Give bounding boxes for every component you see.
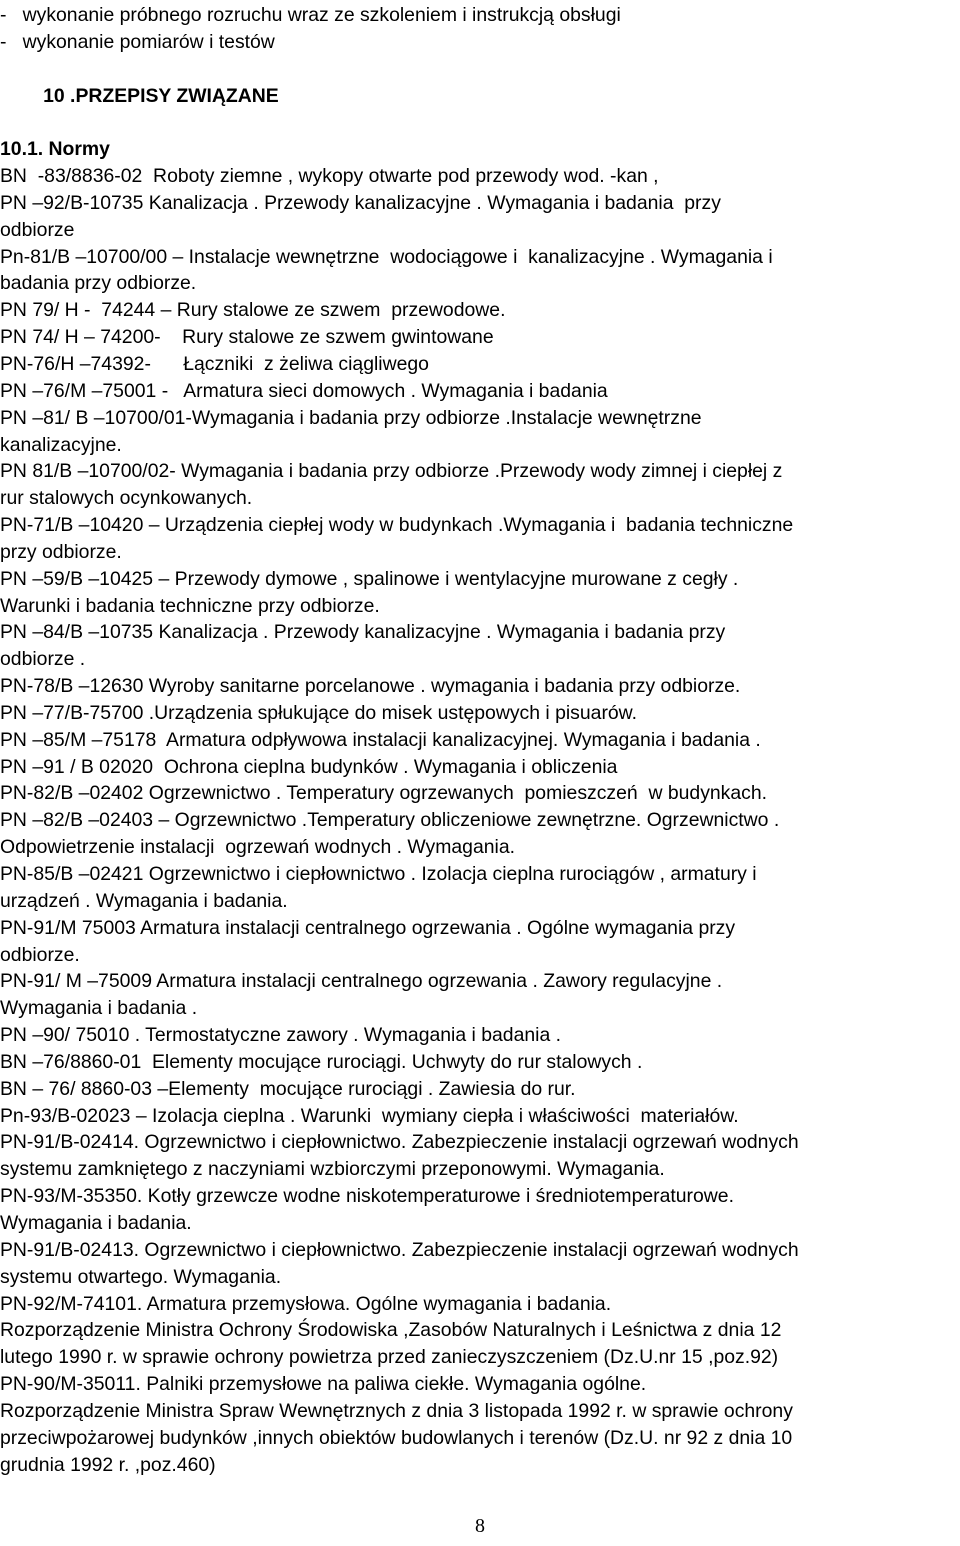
text-line: Wymagania i badania . xyxy=(0,997,198,1020)
text-line: PN-91/M 75003 Armatura instalacji centralnego ogrzewania . Ogólne wymagania przy xyxy=(0,916,736,939)
text-line: PN-71/B –10420 – Urządzenia ciepłej wody w budynkach .Wymagania i badania techniczne xyxy=(0,514,794,537)
text-line: PN –92/B-10735 Kanalizacja . Przewody kanalizacyjne . Wymagania i badania przy xyxy=(0,191,721,214)
text-line: odbiorze . xyxy=(0,648,86,671)
text-line: BN –76/8860-01 Elementy mocujące rurociągi. Uchwyty do rur stalowych . xyxy=(0,1050,643,1073)
text-line: PN –81/ B –10700/01-Wymagania i badania przy odbiorze .Instalacje wewnętrzne xyxy=(0,406,702,429)
text-line: PN –85/M –75178 Armatura odpływowa instalacji kanalizacyjnej. Wymagania i badania . xyxy=(0,728,761,751)
text-line: kanalizacyjne. xyxy=(0,433,122,456)
page-number: 8 xyxy=(475,1515,485,1537)
text-body xyxy=(0,2,960,1478)
text-line: PN-93/M-35350. Kotły grzewcze wodne niskotemperaturowe i średniotemperaturowe. xyxy=(0,1185,734,1208)
text-line: PN-91/ M –75009 Armatura instalacji centralnego ogrzewania . Zawory regulacyjne . xyxy=(0,970,723,993)
text-line: PN –82/B –02403 – Ogrzewnictwo .Temperatury obliczeniowe zewnętrzne. Ogrzewnictwo . xyxy=(0,809,780,832)
text-line: PN-91/B-02413. Ogrzewnictwo i ciepłownictwo. Zabezpieczenie instalacji ogrzewań wodnych xyxy=(0,1238,799,1261)
text-line: PN –90/ 75010 . Termostatyczne zawory . Wymagania i badania . xyxy=(0,1024,562,1047)
text-line: PN-78/B –12630 Wyroby sanitarne porcelanowe . wymagania i badania przy odbiorze. xyxy=(0,675,741,698)
text-line: przy odbiorze. xyxy=(0,540,122,563)
text-line: PN-76/H –74392- Łączniki z żeliwa ciągliwego xyxy=(0,352,429,375)
text-line xyxy=(0,56,960,83)
text-line: przeciwpożarowej budynków ,innych obiektów budowlanych i terenów (Dz.U. nr 92 z dnia 10 xyxy=(0,1426,793,1449)
text-line xyxy=(0,109,960,136)
text-line: BN -83/8836-02 Roboty ziemne , wykopy otwarte pod przewody wod. -kan , xyxy=(0,165,659,188)
text-line: PN –84/B –10735 Kanalizacja . Przewody kanalizacyjne . Wymagania i badania przy xyxy=(0,621,726,644)
text-line: BN – 76/ 8860-03 –Elementy mocujące rurociągi . Zawiesia do rur. xyxy=(0,1077,576,1100)
text-line: badania przy odbiorze. xyxy=(0,272,197,295)
text-line: PN-92/M-74101. Armatura przemysłowa. Ogólne wymagania i badania. xyxy=(0,1292,612,1315)
text-line: systemu zamkniętego z naczyniami wzbiorczymi przeponowymi. Wymagania. xyxy=(0,1158,665,1181)
text-line: Wymagania i badania. xyxy=(0,1211,192,1234)
text-line: PN 81/B –10700/02- Wymagania i badania przy odbiorze .Przewody wody zimnej i ciepłej z xyxy=(0,460,783,483)
text-line: urządzeń . Wymagania i badania. xyxy=(0,889,288,912)
text-line: PN 79/ H - 74244 – Rury stalowe ze szwem przewodowe. xyxy=(0,299,506,322)
text-line: PN –76/M –75001 - Armatura sieci domowych . Wymagania i badania xyxy=(0,379,608,402)
heading-line: 10.1. Normy xyxy=(0,138,110,161)
text-line: odbiorze. xyxy=(0,943,80,966)
text-line: lutego 1990 r. w sprawie ochrony powietrza przed zanieczyszczeniem (Dz.U.nr 15 ,poz.92) xyxy=(0,1346,779,1369)
text-line: - wykonanie próbnego rozruchu wraz ze szkoleniem i instrukcją obsługi xyxy=(0,4,621,26)
text-line: Pn-93/B-02023 – Izolacja cieplna . Warunki wymiany ciepła i właściwości materiałów. xyxy=(0,1104,739,1127)
text-line: systemu otwartego. Wymagania. xyxy=(0,1265,282,1288)
text-line: Rozporządzenie Ministra Spraw Wewnętrznych z dnia 3 listopada 1992 r. w sprawie ochrony xyxy=(0,1399,793,1422)
text-line: grudnia 1992 r. ,poz.460) xyxy=(0,1453,216,1476)
text-line: Rozporządzenie Ministra Ochrony Środowiska ,Zasobów Naturalnych i Leśnictwa z dnia 12 xyxy=(0,1319,782,1342)
text-line: odbiorze xyxy=(0,218,75,241)
text-line: PN –59/B –10425 – Przewody dymowe , spalinowe i wentylacyjne murowane z cegły . xyxy=(0,567,739,590)
text-line: PN –77/B-75700 .Urządzenia spłukujące do misek ustępowych i pisuarów. xyxy=(0,701,638,724)
text-line: PN-85/B –02421 Ogrzewnictwo i ciepłownictwo . Izolacja cieplna rurociągów , armatury i xyxy=(0,863,757,885)
text-line: PN 74/ H – 74200- Rury stalowe ze szwem gwintowane xyxy=(0,326,494,349)
text-line: Odpowietrzenie instalacji ogrzewań wodnych . Wymagania. xyxy=(0,836,516,859)
text-line: PN-82/B –02402 Ogrzewnictwo . Temperatury ogrzewanych pomieszczeń w budynkach. xyxy=(0,782,768,805)
text-line: - wykonanie pomiarów i testów xyxy=(0,30,275,53)
text-line: PN-91/B-02414. Ogrzewnictwo i ciepłownictwo. Zabezpieczenie instalacji ogrzewań wodnych xyxy=(0,1131,799,1154)
text-line: Pn-81/B –10700/00 – Instalacje wewnętrzne wodociągowe i kanalizacyjne . Wymagania i xyxy=(0,245,773,268)
heading-line: 10 .PRZEPISY ZWIĄZANE xyxy=(0,84,279,107)
text-line: PN-90/M-35011. Palniki przemysłowe na paliwa ciekłe. Wymagania ogólne. xyxy=(0,1373,647,1396)
text-line: rur stalowych ocynkowanych. xyxy=(0,487,253,510)
text-line: PN –91 / B 02020 Ochrona cieplna budynków . Wymagania i obliczenia xyxy=(0,755,618,778)
text-line: Warunki i badania techniczne przy odbiorze. xyxy=(0,594,380,617)
